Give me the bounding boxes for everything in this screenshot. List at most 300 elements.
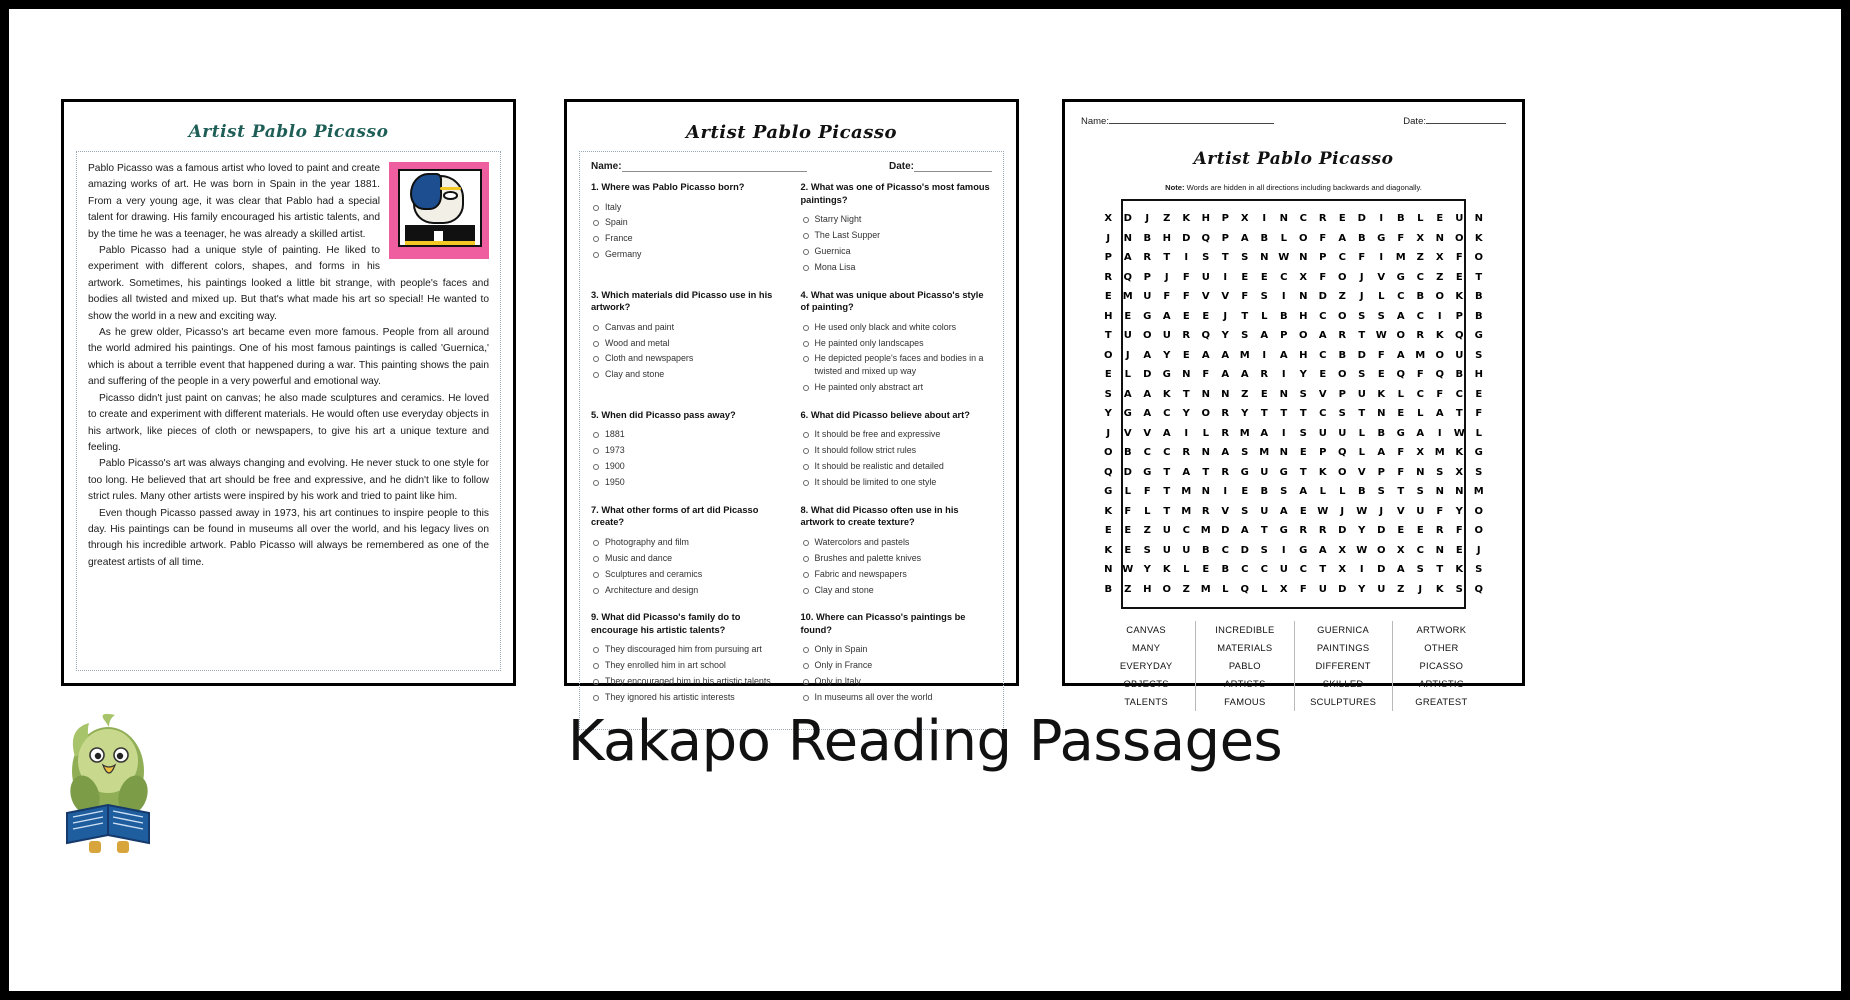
grid-cell[interactable]: O	[1337, 271, 1347, 283]
grid-cell[interactable]: T	[1358, 330, 1366, 342]
grid-cell[interactable]: J	[1223, 310, 1228, 322]
grid-cell[interactable]: L	[1417, 213, 1424, 225]
grid-cell[interactable]: D	[1221, 525, 1230, 537]
grid-cell[interactable]: B	[1338, 349, 1347, 361]
grid-cell[interactable]: A	[1299, 486, 1308, 498]
grid-cell[interactable]: Q	[1201, 232, 1210, 244]
word-bank-item[interactable]: CANVAS	[1126, 624, 1166, 635]
grid-cell[interactable]: B	[1104, 583, 1113, 595]
grid-cell[interactable]: L	[1222, 583, 1229, 595]
word-bank-item[interactable]: FAMOUS	[1224, 696, 1266, 707]
grid-cell[interactable]: Y	[1455, 505, 1463, 517]
grid-cell[interactable]: D	[1240, 544, 1249, 556]
grid-cell[interactable]: I	[1437, 310, 1442, 322]
grid-cell[interactable]: Z	[1436, 271, 1444, 283]
option-item[interactable]: Wood and metal	[591, 337, 783, 349]
grid-cell[interactable]: U	[1318, 427, 1327, 439]
grid-cell[interactable]: X	[1338, 564, 1347, 576]
grid-cell[interactable]: Q	[1103, 466, 1113, 478]
grid-cell[interactable]: J	[1476, 544, 1481, 556]
grid-cell[interactable]: A	[1143, 408, 1152, 420]
option-item[interactable]: 1900	[591, 460, 783, 472]
grid-cell[interactable]: B	[1143, 232, 1152, 244]
grid-cell[interactable]: G	[1474, 447, 1483, 459]
grid-cell[interactable]: I	[1437, 427, 1442, 439]
option-item[interactable]: He depicted people's faces and bodies in a twisted and mixed up way	[801, 352, 993, 377]
grid-cell[interactable]: I	[1359, 564, 1364, 576]
grid-cell[interactable]: K	[1162, 564, 1171, 576]
grid-cell[interactable]: F	[1241, 291, 1249, 303]
option-item[interactable]: Germany	[591, 248, 783, 260]
grid-cell[interactable]: J	[1418, 583, 1423, 595]
grid-cell[interactable]: F	[1143, 486, 1151, 498]
grid-cell[interactable]: M	[1434, 447, 1445, 459]
grid-cell[interactable]: K	[1455, 447, 1464, 459]
grid-cell[interactable]: S	[1260, 544, 1268, 556]
option-item[interactable]: Only in Spain	[801, 643, 993, 655]
grid-cell[interactable]: K	[1377, 388, 1386, 400]
grid-cell[interactable]: O	[1454, 232, 1464, 244]
grid-cell[interactable]: N	[1201, 447, 1210, 459]
grid-cell[interactable]: S	[1416, 564, 1424, 576]
grid-cell[interactable]: I	[1281, 291, 1286, 303]
grid-cell[interactable]: N	[1201, 486, 1210, 498]
option-item[interactable]: Sculptures and ceramics	[591, 568, 783, 580]
grid-cell[interactable]: E	[1397, 408, 1405, 420]
grid-cell[interactable]: C	[1416, 310, 1424, 322]
grid-cell[interactable]: T	[1163, 252, 1171, 264]
grid-cell[interactable]: U	[1260, 466, 1269, 478]
option-item[interactable]: Guernica	[801, 245, 993, 257]
grid-cell[interactable]: X	[1279, 583, 1288, 595]
word-bank-item[interactable]: GUERNICA	[1317, 624, 1370, 635]
grid-cell[interactable]: S	[1475, 349, 1483, 361]
grid-cell[interactable]: A	[1182, 466, 1191, 478]
grid-cell[interactable]: W	[1317, 505, 1329, 517]
grid-cell[interactable]: Z	[1397, 583, 1405, 595]
grid-cell[interactable]: A	[1123, 252, 1132, 264]
grid-cell[interactable]: T	[1319, 564, 1327, 576]
grid-cell[interactable]: E	[1104, 369, 1112, 381]
grid-cell[interactable]: C	[1143, 447, 1151, 459]
grid-cell[interactable]: E	[1202, 564, 1210, 576]
grid-cell[interactable]: B	[1260, 232, 1269, 244]
grid-cell[interactable]: I	[1281, 369, 1286, 381]
grid-cell[interactable]: N	[1104, 564, 1113, 576]
grid-cell[interactable]: G	[1377, 232, 1386, 244]
grid-cell[interactable]: S	[1241, 447, 1249, 459]
grid-cell[interactable]: W	[1278, 252, 1290, 264]
grid-cell[interactable]: S	[1455, 583, 1463, 595]
grid-cell[interactable]: A	[1396, 349, 1405, 361]
grid-cell[interactable]: O	[1435, 349, 1444, 361]
grid-cell[interactable]: E	[1338, 213, 1346, 225]
grid-cell[interactable]: Z	[1416, 252, 1424, 264]
name-input-rule[interactable]	[622, 162, 807, 172]
grid-cell[interactable]: E	[1124, 310, 1132, 322]
grid-cell[interactable]: N	[1435, 232, 1444, 244]
grid-cell[interactable]: V	[1357, 466, 1366, 478]
grid-cell[interactable]: H	[1299, 349, 1308, 361]
grid-cell[interactable]: E	[1377, 369, 1385, 381]
grid-cell[interactable]: E	[1299, 447, 1307, 459]
grid-cell[interactable]: U	[1455, 349, 1464, 361]
grid-cell[interactable]: N	[1182, 369, 1191, 381]
grid-cell[interactable]: N	[1201, 388, 1210, 400]
grid-cell[interactable]: E	[1319, 369, 1327, 381]
grid-cell[interactable]: Z	[1163, 213, 1171, 225]
grid-cell[interactable]: U	[1162, 525, 1171, 537]
search-date-input-rule[interactable]	[1426, 114, 1506, 124]
grid-cell[interactable]: K	[1318, 466, 1327, 478]
grid-cell[interactable]: B	[1357, 232, 1366, 244]
grid-cell[interactable]: Z	[1241, 388, 1249, 400]
grid-cell[interactable]: C	[1182, 525, 1190, 537]
grid-cell[interactable]: O	[1474, 525, 1483, 537]
grid-cell[interactable]: D	[1338, 583, 1347, 595]
grid-cell[interactable]: U	[1416, 505, 1425, 517]
grid-cell[interactable]: L	[1358, 447, 1365, 459]
grid-cell[interactable]: Q	[1396, 369, 1405, 381]
grid-cell[interactable]: S	[1416, 486, 1424, 498]
grid-cell[interactable]: R	[1104, 271, 1113, 283]
option-item[interactable]: Canvas and paint	[591, 321, 783, 333]
grid-cell[interactable]: Q	[1435, 369, 1444, 381]
grid-cell[interactable]: J	[1125, 349, 1130, 361]
grid-cell[interactable]: U	[1162, 330, 1171, 342]
grid-cell[interactable]: T	[1260, 525, 1268, 537]
grid-cell[interactable]: J	[1359, 271, 1364, 283]
grid-cell[interactable]: T	[1163, 505, 1171, 517]
grid-cell[interactable]: F	[1455, 525, 1463, 537]
grid-cell[interactable]: E	[1397, 525, 1405, 537]
grid-cell[interactable]: A	[1201, 349, 1210, 361]
grid-cell[interactable]: F	[1377, 349, 1385, 361]
grid-cell[interactable]: R	[1201, 505, 1210, 517]
grid-cell[interactable]: A	[1260, 330, 1269, 342]
grid-cell[interactable]: R	[1416, 330, 1425, 342]
grid-cell[interactable]: R	[1338, 330, 1347, 342]
grid-cell[interactable]: P	[1221, 232, 1229, 244]
grid-cell[interactable]: K	[1435, 330, 1444, 342]
grid-cell[interactable]: S	[1436, 466, 1444, 478]
grid-cell[interactable]: U	[1377, 583, 1386, 595]
grid-cell[interactable]: G	[1299, 544, 1308, 556]
option-item[interactable]: It should be limited to one style	[801, 476, 993, 488]
word-bank-item[interactable]: ARTISTIC	[1418, 678, 1464, 689]
option-item[interactable]: They ignored his artistic interests	[591, 691, 783, 703]
grid-cell[interactable]: L	[1280, 232, 1287, 244]
grid-cell[interactable]: A	[1221, 447, 1230, 459]
grid-cell[interactable]: F	[1416, 369, 1424, 381]
grid-cell[interactable]: A	[1123, 388, 1132, 400]
grid-cell[interactable]: T	[1163, 486, 1171, 498]
grid-cell[interactable]: A	[1279, 505, 1288, 517]
grid-cell[interactable]: D	[1377, 525, 1386, 537]
grid-cell[interactable]: G	[1143, 466, 1152, 478]
option-item[interactable]: 1881	[591, 428, 783, 440]
grid-cell[interactable]: P	[1319, 252, 1327, 264]
grid-cell[interactable]: Z	[1338, 291, 1346, 303]
option-item[interactable]: Cloth and newspapers	[591, 352, 783, 364]
grid-cell[interactable]: O	[1201, 408, 1210, 420]
grid-cell[interactable]: I	[1184, 427, 1189, 439]
grid-cell[interactable]: F	[1397, 447, 1405, 459]
grid-cell[interactable]: U	[1182, 544, 1191, 556]
option-item[interactable]: Clay and stone	[591, 368, 783, 380]
grid-cell[interactable]: A	[1279, 349, 1288, 361]
grid-cell[interactable]: B	[1396, 213, 1405, 225]
grid-cell[interactable]: S	[1338, 408, 1346, 420]
grid-cell[interactable]: A	[1260, 427, 1269, 439]
word-bank-item[interactable]: PABLO	[1228, 660, 1261, 671]
grid-cell[interactable]: F	[1455, 252, 1463, 264]
grid-cell[interactable]: E	[1241, 271, 1249, 283]
grid-cell[interactable]: U	[1455, 213, 1464, 225]
grid-cell[interactable]: T	[1299, 466, 1307, 478]
grid-cell[interactable]: L	[1261, 583, 1268, 595]
grid-cell[interactable]: A	[1338, 232, 1347, 244]
grid-cell[interactable]: F	[1319, 271, 1327, 283]
grid-cell[interactable]: C	[1416, 544, 1424, 556]
grid-cell[interactable]: I	[1184, 252, 1189, 264]
option-item[interactable]: 1950	[591, 476, 783, 488]
grid-cell[interactable]: A	[1240, 525, 1249, 537]
grid-cell[interactable]: E	[1182, 349, 1190, 361]
grid-cell[interactable]: A	[1377, 447, 1386, 459]
grid-cell[interactable]: E	[1124, 544, 1132, 556]
grid-cell[interactable]: O	[1474, 505, 1483, 517]
grid-cell[interactable]: Q	[1454, 330, 1464, 342]
grid-cell[interactable]: Z	[1182, 583, 1190, 595]
grid-cell[interactable]: C	[1241, 564, 1249, 576]
grid-cell[interactable]: A	[1318, 544, 1327, 556]
grid-cell[interactable]: G	[1104, 486, 1113, 498]
grid-cell[interactable]: R	[1299, 525, 1308, 537]
grid-cell[interactable]: F	[1163, 291, 1171, 303]
grid-cell[interactable]: T	[1358, 408, 1366, 420]
word-bank-item[interactable]: ARTISTS	[1224, 678, 1266, 689]
grid-cell[interactable]: E	[1436, 213, 1444, 225]
grid-cell[interactable]: G	[1279, 466, 1288, 478]
grid-cell[interactable]: Y	[1163, 349, 1171, 361]
grid-cell[interactable]: F	[1397, 466, 1405, 478]
grid-cell[interactable]: I	[1379, 252, 1384, 264]
word-bank-item[interactable]: DIFFERENT	[1315, 660, 1371, 671]
grid-cell[interactable]: H	[1201, 213, 1210, 225]
grid-cell[interactable]: C	[1260, 564, 1268, 576]
date-field[interactable]	[889, 161, 992, 172]
word-bank-item[interactable]: OTHER	[1424, 642, 1459, 653]
grid-cell[interactable]: G	[1123, 408, 1132, 420]
grid-cell[interactable]: S	[1241, 252, 1249, 264]
grid-cell[interactable]: I	[1281, 544, 1286, 556]
word-bank-item[interactable]: EVERYDAY	[1119, 660, 1173, 671]
grid-cell[interactable]: S	[1260, 291, 1268, 303]
grid-cell[interactable]: R	[1143, 252, 1152, 264]
grid-cell[interactable]: C	[1416, 388, 1424, 400]
grid-cell[interactable]: H	[1162, 232, 1171, 244]
grid-cell[interactable]: V	[1318, 388, 1327, 400]
option-item[interactable]: Spain	[591, 216, 783, 228]
grid-cell[interactable]: T	[1104, 330, 1112, 342]
grid-cell[interactable]: I	[1262, 213, 1267, 225]
option-item[interactable]: In museums all over the world	[801, 691, 993, 703]
grid-cell[interactable]: S	[1358, 369, 1366, 381]
grid-cell[interactable]: K	[1455, 564, 1464, 576]
grid-cell[interactable]: L	[1339, 486, 1346, 498]
grid-cell[interactable]: C	[1338, 252, 1346, 264]
grid-cell[interactable]: A	[1396, 310, 1405, 322]
grid-cell[interactable]: S	[1299, 388, 1307, 400]
word-bank-item[interactable]: SKILLED	[1322, 678, 1364, 689]
grid-cell[interactable]: K	[1162, 388, 1171, 400]
grid-cell[interactable]: T	[1475, 271, 1483, 283]
grid-cell[interactable]: E	[1455, 544, 1463, 556]
grid-cell[interactable]: F	[1182, 271, 1190, 283]
grid-cell[interactable]: K	[1104, 544, 1113, 556]
grid-cell[interactable]: F	[1475, 408, 1483, 420]
grid-cell[interactable]: C	[1299, 564, 1307, 576]
grid-cell[interactable]: S	[1202, 252, 1210, 264]
grid-cell[interactable]: A	[1221, 349, 1230, 361]
grid-cell[interactable]: F	[1124, 505, 1132, 517]
grid-cell[interactable]: D	[1143, 369, 1152, 381]
grid-cell[interactable]: Z	[1124, 583, 1132, 595]
option-item[interactable]: Only in France	[801, 659, 993, 671]
grid-cell[interactable]: C	[1221, 544, 1229, 556]
grid-cell[interactable]: T	[1280, 408, 1288, 420]
grid-cell[interactable]: K	[1474, 232, 1483, 244]
grid-cell[interactable]: O	[1435, 291, 1444, 303]
grid-cell[interactable]: L	[1183, 564, 1190, 576]
grid-cell[interactable]: G	[1279, 525, 1288, 537]
option-item[interactable]: It should be realistic and detailed	[801, 460, 993, 472]
grid-cell[interactable]: U	[1357, 388, 1366, 400]
option-item[interactable]: 1973	[591, 444, 783, 456]
grid-cell[interactable]: S	[1143, 544, 1151, 556]
grid-cell[interactable]: O	[1142, 330, 1152, 342]
grid-cell[interactable]: U	[1260, 505, 1269, 517]
word-bank-item[interactable]: MATERIALS	[1217, 642, 1273, 653]
grid-cell[interactable]: G	[1474, 330, 1483, 342]
grid-cell[interactable]: O	[1337, 466, 1347, 478]
grid-cell[interactable]: M	[1239, 427, 1250, 439]
grid-cell[interactable]: V	[1396, 505, 1405, 517]
grid-cell[interactable]: S	[1241, 330, 1249, 342]
grid-cell[interactable]: B	[1455, 369, 1464, 381]
grid-cell[interactable]: U	[1162, 544, 1171, 556]
grid-cell[interactable]: Y	[1358, 583, 1366, 595]
grid-cell[interactable]: O	[1337, 310, 1347, 322]
grid-cell[interactable]: T	[1436, 564, 1444, 576]
grid-cell[interactable]: O	[1298, 232, 1308, 244]
grid-cell[interactable]: X	[1416, 447, 1425, 459]
grid-cell[interactable]: A	[1162, 427, 1171, 439]
grid-cell[interactable]: I	[1223, 486, 1228, 498]
grid-cell[interactable]: X	[1299, 271, 1308, 283]
grid-cell[interactable]: D	[1182, 232, 1191, 244]
grid-cell[interactable]: B	[1123, 447, 1132, 459]
date-input-rule[interactable]	[914, 162, 992, 172]
grid-cell[interactable]: A	[1318, 330, 1327, 342]
grid-cell[interactable]: J	[1379, 505, 1384, 517]
grid-cell[interactable]: X	[1338, 544, 1347, 556]
grid-cell[interactable]: N	[1435, 486, 1444, 498]
grid-cell[interactable]: P	[1143, 271, 1151, 283]
grid-cell[interactable]: N	[1221, 388, 1230, 400]
grid-cell[interactable]: G	[1143, 310, 1152, 322]
grid-cell[interactable]: B	[1474, 310, 1483, 322]
grid-cell[interactable]: F	[1319, 232, 1327, 244]
grid-cell[interactable]: P	[1338, 388, 1346, 400]
grid-cell[interactable]: T	[1455, 408, 1463, 420]
option-item[interactable]: Mona Lisa	[801, 261, 993, 273]
grid-cell[interactable]: B	[1377, 427, 1386, 439]
grid-cell[interactable]: N	[1474, 213, 1483, 225]
grid-cell[interactable]: J	[1340, 505, 1345, 517]
grid-cell[interactable]: T	[1182, 388, 1190, 400]
grid-cell[interactable]: E	[1455, 271, 1463, 283]
grid-cell[interactable]: C	[1319, 349, 1327, 361]
grid-cell[interactable]: D	[1338, 525, 1347, 537]
grid-cell[interactable]: D	[1318, 291, 1327, 303]
grid-cell[interactable]: P	[1455, 310, 1463, 322]
grid-cell[interactable]: E	[1202, 310, 1210, 322]
grid-cell[interactable]: E	[1104, 291, 1112, 303]
grid-cell[interactable]: A	[1162, 310, 1171, 322]
grid-cell[interactable]: B	[1221, 564, 1230, 576]
grid-cell[interactable]: V	[1377, 271, 1386, 283]
option-item[interactable]: The Last Supper	[801, 229, 993, 241]
grid-cell[interactable]: F	[1202, 369, 1210, 381]
word-bank-item[interactable]: INCREDIBLE	[1215, 624, 1275, 635]
grid-cell[interactable]: D	[1357, 349, 1366, 361]
grid-cell[interactable]: E	[1260, 271, 1268, 283]
grid-cell[interactable]: I	[1223, 271, 1228, 283]
grid-cell[interactable]: T	[1163, 466, 1171, 478]
word-bank-item[interactable]: SCULPTURES	[1310, 696, 1377, 707]
option-item[interactable]: He painted only landscapes	[801, 337, 993, 349]
grid-cell[interactable]: M	[1239, 349, 1250, 361]
grid-cell[interactable]: N	[1260, 252, 1269, 264]
grid-cell[interactable]: W	[1356, 544, 1368, 556]
grid-cell[interactable]: F	[1358, 252, 1366, 264]
grid-cell[interactable]: X	[1416, 232, 1425, 244]
grid-cell[interactable]: W	[1356, 505, 1368, 517]
grid-cell[interactable]: A	[1143, 349, 1152, 361]
grid-cell[interactable]: S	[1280, 486, 1288, 498]
grid-cell[interactable]: A	[1416, 427, 1425, 439]
grid-cell[interactable]: A	[1435, 408, 1444, 420]
grid-cell[interactable]: B	[1474, 291, 1483, 303]
grid-cell[interactable]: H	[1143, 583, 1152, 595]
option-item[interactable]: Music and dance	[591, 552, 783, 564]
grid-cell[interactable]: C	[1280, 271, 1288, 283]
grid-cell[interactable]: E	[1182, 310, 1190, 322]
grid-cell[interactable]: V	[1123, 427, 1132, 439]
grid-cell[interactable]: U	[1279, 564, 1288, 576]
option-item[interactable]: Fabric and newspapers	[801, 568, 993, 580]
grid-cell[interactable]: F	[1436, 388, 1444, 400]
grid-cell[interactable]: V	[1201, 291, 1210, 303]
grid-cell[interactable]: N	[1377, 408, 1386, 420]
option-item[interactable]: Photography and film	[591, 536, 783, 548]
grid-cell[interactable]: Y	[1182, 408, 1190, 420]
grid-cell[interactable]: B	[1357, 486, 1366, 498]
grid-cell[interactable]: G	[1396, 271, 1405, 283]
grid-cell[interactable]: G	[1162, 369, 1171, 381]
